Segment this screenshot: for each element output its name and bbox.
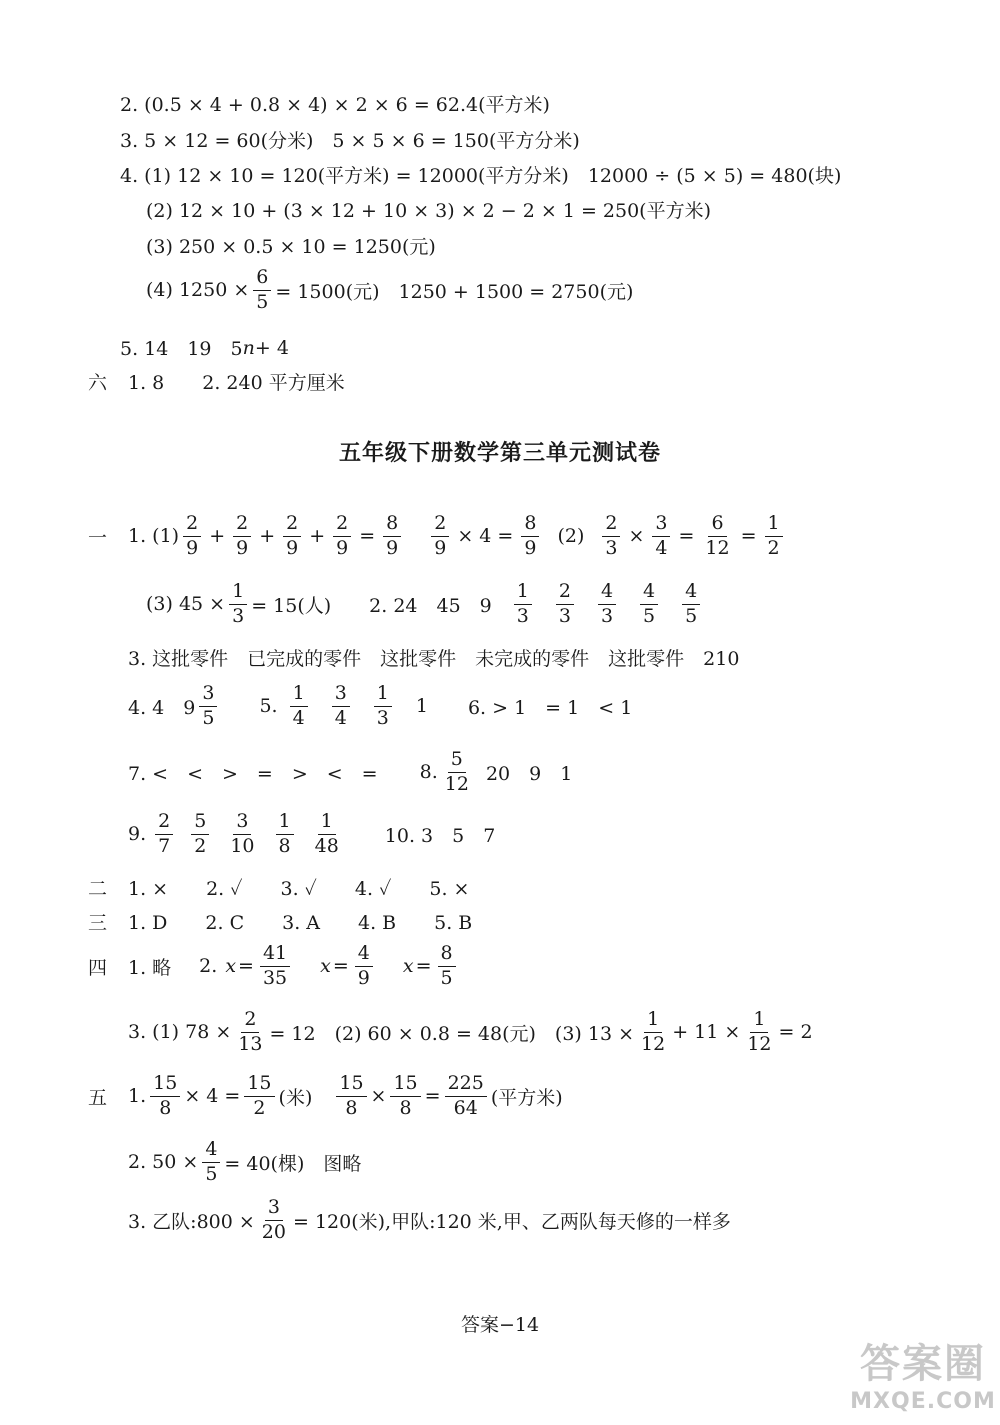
numerator: 2	[602, 514, 620, 537]
fraction	[702, 514, 732, 559]
denominator: 3	[558, 604, 571, 627]
fraction-row	[502, 582, 712, 627]
fraction	[253, 268, 271, 313]
answer-text: 1. × 2. ✓ 3. ✓ 4. ✓ 5. ×	[128, 878, 470, 900]
answer-text: 10. 3 5 7	[384, 824, 496, 847]
answer-text: 5.	[259, 695, 278, 718]
denominator: 9	[236, 536, 249, 559]
s1-q3-line	[128, 644, 739, 671]
denominator: 20	[261, 1220, 286, 1243]
s1-q9-10-line	[128, 812, 495, 857]
fraction	[682, 582, 700, 627]
denominator: 3	[605, 536, 618, 559]
answer-text: =	[415, 955, 432, 978]
numerator: 2	[333, 514, 351, 537]
answer-text: = 120(米),甲队:120 米,甲、乙两队每天修的一样多	[292, 1210, 731, 1233]
answer-text: = 40(棵) 图略	[224, 1152, 362, 1175]
fraction	[233, 514, 251, 559]
denominator: 12	[444, 772, 469, 795]
denominator: 2	[253, 1096, 266, 1119]
fraction	[229, 582, 247, 627]
numerator: 3	[332, 684, 350, 707]
answer-text: × 4 =	[457, 525, 514, 548]
s1-q1-line	[88, 514, 787, 559]
denominator: 8	[278, 834, 291, 857]
answer-line-4-1	[120, 161, 841, 188]
answer-text: 1. D 2. C 3. A 4. B 5. B	[128, 912, 473, 934]
answer-text: 2. (0.5 × 4 + 0.8 × 4) × 2 × 6 = 62.4(平方米)	[120, 94, 550, 116]
answer-text: 1.	[128, 1085, 147, 1108]
fraction	[260, 944, 290, 989]
fraction	[556, 582, 574, 627]
fraction	[183, 514, 201, 559]
fraction	[199, 684, 217, 729]
page-number: 答案−14	[460, 1314, 540, 1336]
answer-text: =	[678, 525, 695, 548]
numerator: 8	[438, 944, 456, 967]
answer-text: 2. 50 ×	[128, 1151, 199, 1174]
answer-text: ×	[628, 525, 645, 548]
section-three	[88, 908, 472, 935]
answer-text: 6. > 1 = 1 < 1	[467, 696, 633, 719]
answer-text: + 11 ×	[672, 1021, 741, 1044]
denominator: 12	[705, 536, 730, 559]
fraction	[438, 944, 456, 989]
answer-text: 1. 8 2. 240 平方厘米	[128, 372, 345, 394]
fraction	[336, 1074, 366, 1119]
denominator: 64	[453, 1096, 478, 1119]
watermark-text: 答案圈	[860, 1340, 986, 1387]
denominator: 12	[641, 1032, 666, 1055]
fraction-row	[278, 684, 404, 729]
answer-text: 3. 5 × 12 = 60(分米) 5 × 5 × 6 = 150(平方分米)	[120, 130, 580, 152]
numerator: 1	[644, 1010, 662, 1033]
fraction	[445, 1074, 487, 1119]
answer-text: 1. (1)	[128, 525, 180, 548]
answer-text: 4. (1) 12 × 10 = 120(平方米) = 12000(平方分米) 12000 ÷ (5 × 5) = 480(块)	[120, 165, 842, 187]
section-label: 六	[88, 372, 108, 394]
denominator: 13	[238, 1032, 263, 1055]
watermark-logo	[848, 1320, 998, 1425]
numerator: 2	[155, 812, 173, 835]
denominator: 9	[434, 536, 447, 559]
fraction-row	[179, 514, 787, 559]
answer-text: (2)	[557, 525, 585, 548]
fraction	[442, 750, 472, 795]
section-label: 四	[88, 956, 108, 979]
section-four-q3	[128, 1010, 813, 1055]
fraction	[202, 1140, 220, 1185]
answer-text: 9.	[128, 823, 147, 846]
numerator: 1	[765, 514, 783, 537]
fraction	[640, 582, 658, 627]
equation-row	[217, 944, 459, 989]
denominator: 2	[194, 834, 207, 857]
denominator: 12	[747, 1032, 772, 1055]
denominator: 4	[292, 706, 305, 729]
answer-text: 5. 14 19 5	[120, 338, 243, 360]
fraction	[765, 514, 783, 559]
fraction	[191, 812, 209, 857]
fraction	[332, 684, 350, 729]
answer-text: 20 9 1	[485, 762, 573, 785]
answer-text: +	[259, 525, 276, 548]
answer-text: =	[359, 525, 376, 548]
section-five-q1	[88, 1074, 563, 1119]
numerator: 2	[283, 514, 301, 537]
denominator: 5	[202, 706, 215, 729]
numerator: 5	[448, 750, 466, 773]
watermark-url: MXQE.COM	[850, 1388, 996, 1414]
fraction	[431, 514, 449, 559]
answer-text: (平方米)	[490, 1086, 563, 1109]
section-six	[88, 368, 345, 395]
fraction	[283, 514, 301, 559]
numerator: 2	[183, 514, 201, 537]
fraction	[390, 1074, 420, 1119]
fraction	[244, 1074, 274, 1119]
answer-text: 1	[415, 695, 428, 718]
numerator: 2	[233, 514, 251, 537]
fraction	[150, 1074, 180, 1119]
answer-text: 3. 乙队:800 ×	[128, 1210, 255, 1233]
fraction	[744, 1010, 774, 1055]
answer-line-3	[120, 126, 580, 153]
answer-text: 8.	[419, 761, 438, 784]
section-five-q2	[128, 1140, 361, 1185]
denominator: 9	[336, 536, 349, 559]
denominator: 4	[334, 706, 347, 729]
answer-text: +	[309, 525, 326, 548]
denominator: 7	[158, 834, 171, 857]
answer-text: 4. 4 9	[128, 696, 196, 719]
answer-text: (米)	[278, 1086, 313, 1109]
numerator: 1	[229, 582, 247, 605]
denominator: 2	[767, 536, 780, 559]
s1-q4-6-line	[128, 684, 632, 729]
section-label: 一	[88, 526, 108, 549]
numerator: 41	[260, 944, 290, 967]
denominator: 3	[516, 604, 529, 627]
answer-text: 3. (1) 78 ×	[128, 1021, 232, 1044]
denominator: 48	[314, 834, 339, 857]
answer-text: 3. 这批零件 已完成的零件 这批零件 未完成的零件 这批零件 210	[128, 648, 740, 670]
denominator: 5	[643, 604, 656, 627]
fraction	[155, 812, 173, 857]
denominator: 4	[655, 536, 668, 559]
numerator: 15	[244, 1074, 274, 1097]
fraction	[290, 684, 308, 729]
numerator: 225	[445, 1074, 487, 1097]
fraction	[652, 514, 670, 559]
numerator: 2	[241, 1010, 259, 1033]
numerator: 8	[383, 514, 401, 537]
denominator: 3	[232, 604, 245, 627]
numerator: 4	[682, 582, 700, 605]
numerator: 5	[191, 812, 209, 835]
answer-text: × 4 =	[184, 1085, 241, 1108]
numerator: 1	[374, 684, 392, 707]
fraction	[598, 582, 616, 627]
numerator: 8	[521, 514, 539, 537]
answer-text: ×	[370, 1085, 387, 1108]
answer-text: = 2	[778, 1021, 813, 1044]
denominator: 8	[159, 1096, 172, 1119]
page-title: 五年级下册数学第三单元测试卷	[338, 441, 661, 466]
answer-line-4-2	[146, 196, 711, 223]
fraction	[235, 1010, 265, 1055]
answer-line-5	[120, 334, 289, 361]
answer-text: =	[332, 955, 349, 978]
variable: x	[320, 955, 331, 978]
denominator: 8	[399, 1096, 412, 1119]
section-four-q1-2	[88, 944, 460, 989]
numerator: 15	[336, 1074, 366, 1097]
answer-line-2	[120, 90, 550, 117]
answer-text: 1. 略	[128, 956, 172, 979]
denominator: 9	[286, 536, 299, 559]
numerator: 6	[253, 268, 271, 291]
variable: x	[402, 955, 414, 978]
answer-text: =	[740, 525, 757, 548]
answer-text: (2) 12 × 10 + (3 × 12 + 10 × 3) × 2 − 2 × 1 = 250(平方米)	[146, 200, 712, 222]
numerator: 3	[233, 812, 251, 835]
numerator: 15	[150, 1074, 180, 1097]
numerator: 1	[276, 812, 294, 835]
answer-line-4-3	[146, 232, 436, 259]
section-label: 二	[88, 878, 108, 900]
denominator: 8	[345, 1096, 358, 1119]
fraction-row	[146, 812, 351, 857]
denominator: 10	[230, 834, 255, 857]
numerator: 3	[652, 514, 670, 537]
section-five-q3	[128, 1198, 731, 1243]
s1-q1-3-line	[146, 582, 712, 627]
numerator: 4	[355, 944, 373, 967]
numerator: 1	[750, 1010, 768, 1033]
answer-text: + 4	[254, 336, 289, 359]
answer-text: 2.	[199, 955, 218, 978]
numerator: 1	[290, 684, 308, 707]
variable: n	[242, 336, 255, 359]
answer-text: (4) 1250 ×	[146, 279, 250, 302]
fraction	[521, 514, 539, 559]
numerator: 4	[640, 582, 658, 605]
variable: x	[225, 955, 237, 978]
fraction	[276, 812, 294, 857]
section-label: 五	[88, 1086, 108, 1109]
denominator: 3	[600, 604, 614, 627]
fraction	[638, 1010, 668, 1055]
denominator: 9	[186, 536, 199, 559]
fraction	[602, 514, 620, 559]
denominator: 9	[524, 536, 537, 559]
answer-text: = 12 (2) 60 × 0.8 = 48(元) (3) 13 ×	[269, 1022, 635, 1045]
numerator: 4	[598, 582, 616, 605]
denominator: 9	[357, 966, 370, 989]
numerator: 3	[265, 1198, 283, 1221]
denominator: 5	[685, 604, 698, 627]
fraction	[259, 1198, 289, 1243]
numerator: 6	[708, 514, 726, 537]
answer-text: = 15(人) 2. 24 45 9	[251, 594, 492, 617]
numerator: 2	[556, 582, 574, 605]
numerator: 15	[390, 1074, 420, 1097]
section-label: 三	[88, 912, 108, 934]
fraction	[355, 944, 373, 989]
answer-text: (3) 250 × 0.5 × 10 = 1250(元)	[146, 236, 436, 258]
denominator: 9	[386, 536, 399, 559]
numerator: 4	[202, 1140, 220, 1163]
denominator: 5	[440, 966, 453, 989]
answer-text: 7. < < > = > < =	[128, 762, 378, 785]
fraction	[383, 514, 401, 559]
s1-q7-8-line	[128, 750, 572, 795]
section-two	[88, 874, 469, 901]
numerator: 1	[318, 812, 336, 835]
fraction	[514, 582, 532, 627]
fraction	[227, 812, 257, 857]
numerator: 1	[514, 582, 532, 605]
fraction	[333, 514, 351, 559]
fraction	[374, 684, 392, 729]
numerator: 3	[199, 684, 217, 707]
denominator: 3	[376, 706, 389, 729]
answer-text: =	[424, 1085, 441, 1108]
answer-text: +	[209, 525, 226, 548]
answer-line-4-4	[146, 268, 633, 313]
denominator: 35	[262, 966, 288, 989]
denominator: 5	[256, 290, 269, 313]
denominator: 5	[205, 1162, 218, 1185]
answer-text: = 1500(元) 1250 + 1500 = 2750(元)	[275, 280, 634, 303]
fraction	[312, 812, 342, 857]
numerator: 2	[431, 514, 449, 537]
answer-text: (3) 45 ×	[146, 593, 226, 616]
answer-text: =	[238, 955, 254, 978]
